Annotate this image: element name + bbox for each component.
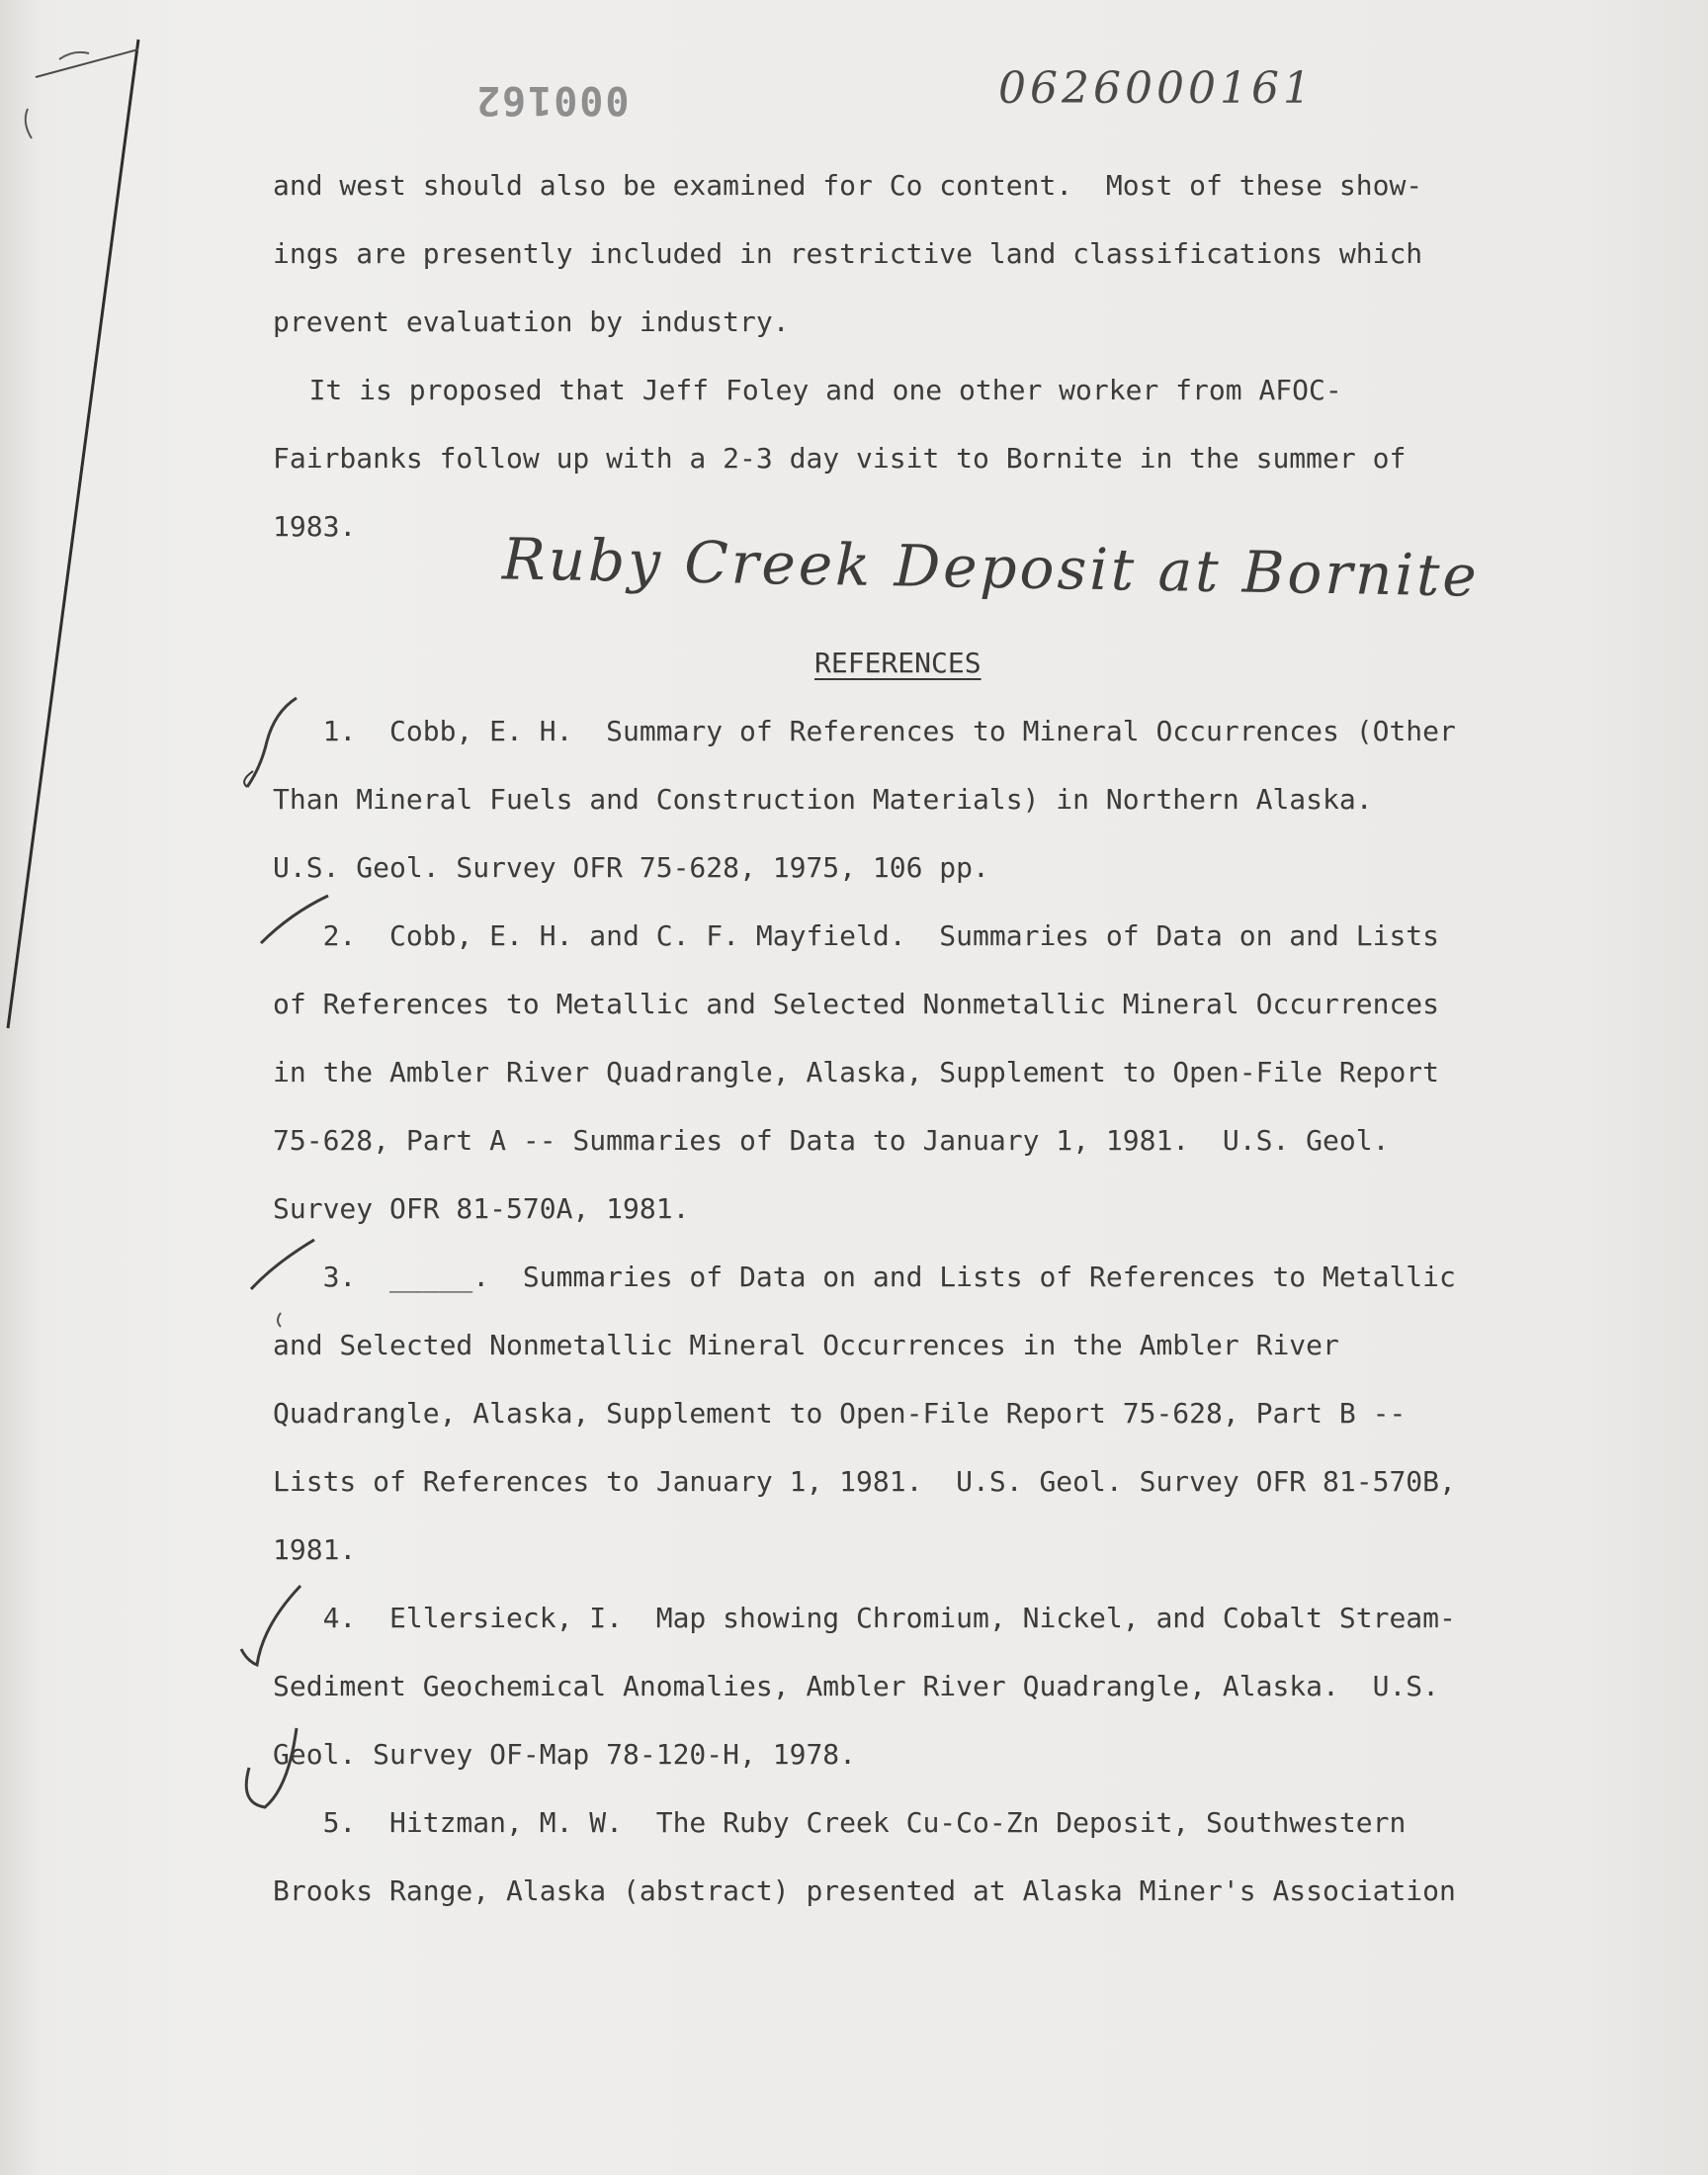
reference-line: Than Mineral Fuels and Construction Materials) in Northern Alaska. bbox=[273, 783, 1373, 816]
body-line: 1983. bbox=[273, 510, 357, 543]
reference-line: 5. Hitzman, M. W. The Ruby Creek Cu-Co-Zn Deposit, Southwestern bbox=[273, 1806, 1407, 1839]
body-line: prevent evaluation by industry. bbox=[273, 305, 790, 338]
references-heading: REFERENCES bbox=[814, 647, 982, 679]
reference-line: 75-628, Part A -- Summaries of Data to January 1, 1981. U.S. Geol. bbox=[273, 1124, 1390, 1157]
handwritten-note: Ruby Creek Deposit at Bornite bbox=[501, 525, 1481, 610]
reference-line: 4. Ellersieck, I. Map showing Chromium, Nickel, and Cobalt Stream- bbox=[273, 1602, 1456, 1634]
checkmark-icon bbox=[247, 1234, 336, 1333]
body-line: It is proposed that Jeff Foley and one other worker from AFOC- bbox=[259, 374, 1342, 406]
reference-line: Survey OFR 81-570A, 1981. bbox=[273, 1192, 690, 1225]
checkmark-icon bbox=[233, 692, 322, 801]
reference-line: Brooks Range, Alaska (abstract) presented at Alaska Miner's Association bbox=[273, 1874, 1456, 1907]
reference-line: 3. _____. Summaries of Data on and Lists of References to Metallic bbox=[273, 1261, 1456, 1293]
reference-line: 1. Cobb, E. H. Summary of References to Mineral Occurrences (Other bbox=[273, 715, 1456, 747]
reference-line: of References to Metallic and Selected Nonmetallic Mineral Occurrences bbox=[273, 988, 1440, 1020]
checkmark-icon bbox=[233, 1580, 322, 1689]
page-edge-line bbox=[0, 0, 158, 1088]
body-line: ings are presently included in restrictive land classifications which bbox=[273, 237, 1423, 270]
reference-line: Geol. Survey OF-Map 78-120-H, 1978. bbox=[273, 1738, 857, 1771]
mirrored-stamp: 000162 bbox=[474, 77, 630, 123]
reference-line: and Selected Nonmetallic Mineral Occurrences in the Ambler River bbox=[273, 1329, 1339, 1361]
checkmark-icon bbox=[255, 888, 334, 947]
body-line: and west should also be examined for Co content. Most of these show- bbox=[273, 169, 1423, 202]
reference-line: Quadrangle, Alaska, Supplement to Open-File Report 75-628, Part B -- bbox=[273, 1397, 1407, 1430]
checkmark-icon bbox=[233, 1720, 322, 1839]
document-number-stamp: 0626000161 bbox=[998, 63, 1315, 114]
reference-line: Sediment Geochemical Anomalies, Ambler River Quadrangle, Alaska. U.S. bbox=[273, 1670, 1440, 1702]
reference-line: 2. Cobb, E. H. and C. F. Mayfield. Summaries of Data on and Lists bbox=[273, 919, 1440, 952]
reference-line: in the Ambler River Quadrangle, Alaska, Supplement to Open-File Report bbox=[273, 1056, 1440, 1088]
body-line: Fairbanks follow up with a 2-3 day visit to Bornite in the summer of bbox=[273, 442, 1407, 475]
reference-line: U.S. Geol. Survey OFR 75-628, 1975, 106 pp. bbox=[273, 851, 989, 884]
reference-line: 1981. bbox=[273, 1533, 357, 1566]
reference-line: Lists of References to January 1, 1981. U.S. Geol. Survey OFR 81-570B, bbox=[273, 1465, 1456, 1498]
